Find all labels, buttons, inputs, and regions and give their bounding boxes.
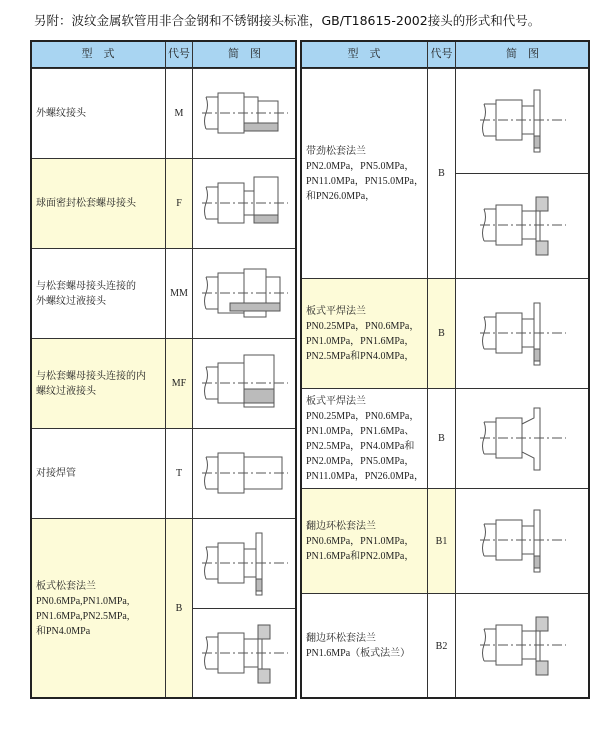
- type-cell: [300, 388, 428, 489]
- header-diagram-label: 简 图: [506, 47, 539, 60]
- plate-flange-icon: [478, 506, 568, 576]
- type-line: PN2.0MPa，PN5.0MPa，: [306, 160, 415, 172]
- header-type: [300, 40, 428, 69]
- code-value: M: [174, 108, 184, 119]
- code-value: B: [438, 168, 445, 179]
- type-cell: [300, 488, 428, 594]
- type-text: [36, 279, 136, 309]
- header-code-label: 代号: [168, 47, 190, 60]
- diagram-cell: [455, 488, 590, 594]
- type-line: 外螺纹接头: [36, 108, 86, 119]
- type-line: PN1.6MPa（板式法兰）: [306, 648, 411, 659]
- header-type: [30, 40, 166, 69]
- plate-flange-icon: [478, 299, 568, 369]
- plate-flange-icon: [478, 86, 568, 156]
- type-line: 板式松套法兰: [36, 580, 96, 592]
- code-cell: [165, 68, 193, 159]
- type-text: [36, 196, 136, 211]
- code-value: MF: [171, 378, 187, 389]
- header-diagram: [192, 40, 297, 69]
- type-line: 翻边环松套法兰: [306, 520, 376, 532]
- type-line: PN1.6MPa,PN2.5MPa,: [36, 610, 130, 622]
- code-cell: [165, 428, 193, 519]
- diagram-cell: [455, 68, 590, 174]
- type-line: PN0.25MPa，PN0.6MPa，: [306, 410, 420, 422]
- type-line: PN1.6MPa和PN2.0MPa，: [306, 550, 415, 562]
- code-value: B: [175, 603, 183, 614]
- type-cell: [30, 518, 166, 699]
- type-line: 与松套螺母接头连接的内: [36, 370, 146, 382]
- code-value: B2: [435, 640, 448, 652]
- swivel-nut-fitting-icon: [200, 169, 290, 239]
- code-cell: [165, 518, 193, 699]
- code-cell: [165, 248, 193, 339]
- plate-flange-icon: [200, 529, 290, 599]
- male-adapter-icon: [200, 259, 290, 329]
- code-cell: [427, 388, 456, 489]
- type-line: PN1.0MPa，PN1.6MPa，: [306, 335, 415, 347]
- type-cell: [300, 278, 428, 389]
- male-thread-fitting-icon: [200, 79, 290, 149]
- type-line: PN1.0MPa，PN1.6MPa、: [306, 425, 415, 437]
- header-code-label: 代号: [430, 47, 453, 60]
- code-value: B1: [435, 535, 448, 547]
- diagram-cell: [455, 173, 590, 279]
- header-type-label: 型 式: [347, 47, 381, 60]
- type-line: 带劲松套法兰: [306, 145, 366, 157]
- diagram-cell: [192, 608, 297, 699]
- code-cell: [427, 593, 456, 699]
- type-cell: [30, 248, 166, 339]
- type-line: 外螺纹过液接头: [36, 295, 106, 307]
- type-text: [36, 579, 129, 639]
- lap-flange-icon: [478, 191, 568, 261]
- type-line: 螺纹过液接头: [36, 385, 96, 397]
- type-cell: [30, 68, 166, 159]
- header-diagram-label: 简 图: [228, 47, 261, 60]
- type-line: 与松套螺母接头连接的: [36, 280, 136, 292]
- type-text: [306, 631, 410, 661]
- type-line: 和PN4.0MPa: [36, 625, 91, 637]
- type-line: 对接焊管: [36, 468, 76, 479]
- type-line: PN0.6MPa,PN1.0MPa,: [36, 595, 130, 607]
- code-cell: [165, 158, 193, 249]
- type-text: [306, 394, 424, 484]
- code-cell: [427, 278, 456, 389]
- type-line: PN2.5MPa，PN4.0MPa和: [306, 440, 415, 452]
- code-cell: [165, 338, 193, 429]
- butt-weld-icon: [200, 439, 290, 509]
- diagram-cell: [192, 158, 297, 249]
- header-diagram: [455, 40, 590, 69]
- type-line: PN0.25MPa，PN0.6MPa，: [306, 320, 420, 332]
- header-code: [427, 40, 456, 69]
- code-value: B: [438, 433, 445, 444]
- type-line: PN0.6MPa，PN1.0MPa，: [306, 535, 415, 547]
- type-cell: [30, 428, 166, 519]
- type-cell: [300, 593, 428, 699]
- page-title: 另附：波纹金属软管用非合金钢和不锈钢接头标准，GB/T18615-2002接头的形式和代号。: [34, 13, 541, 28]
- type-text: [36, 466, 76, 481]
- code-value: B: [438, 328, 445, 339]
- type-line: 和PN26.0MPa，: [306, 190, 376, 202]
- type-line: PN11.0MPa，PN26.0MPa，: [306, 470, 424, 482]
- type-line: PN2.0MPa，PN5.0MPa，: [306, 455, 415, 467]
- type-text: [306, 519, 414, 564]
- diagram-cell: [192, 68, 297, 159]
- type-line: PN11.0MPa，PN15.0MPa，: [306, 175, 424, 187]
- weld-neck-flange-icon: [478, 404, 568, 474]
- diagram-cell: [192, 428, 297, 519]
- diagram-cell: [192, 518, 297, 609]
- diagram-cell: [192, 248, 297, 339]
- code-value: T: [175, 468, 183, 479]
- header-code: [165, 40, 193, 69]
- type-line: PN2.5MPa和PN4.0MPa，: [306, 350, 415, 362]
- type-cell: [30, 158, 166, 249]
- code-cell: [427, 68, 456, 279]
- type-line: 球面密封松套螺母接头: [36, 198, 136, 209]
- type-line: 翻边环松套法兰: [306, 633, 376, 644]
- diagram-cell: [455, 278, 590, 389]
- female-adapter-icon: [200, 349, 290, 419]
- diagram-cell: [455, 388, 590, 489]
- code-value: MM: [170, 288, 188, 299]
- code-value: F: [176, 198, 182, 209]
- type-line: 板式平焊法兰: [306, 395, 366, 407]
- type-text: [306, 304, 419, 364]
- type-text: [36, 106, 86, 121]
- diagram-cell: [192, 338, 297, 429]
- type-cell: [30, 338, 166, 429]
- type-line: 板式平焊法兰: [306, 305, 366, 317]
- type-text: [36, 369, 146, 399]
- lap-flange-icon: [200, 619, 290, 689]
- type-text: [306, 144, 424, 204]
- lap-flange-icon: [478, 611, 568, 681]
- type-cell: [300, 68, 428, 279]
- diagram-cell: [455, 593, 590, 699]
- code-cell: [427, 488, 456, 594]
- header-type-label: 型 式: [81, 47, 115, 60]
